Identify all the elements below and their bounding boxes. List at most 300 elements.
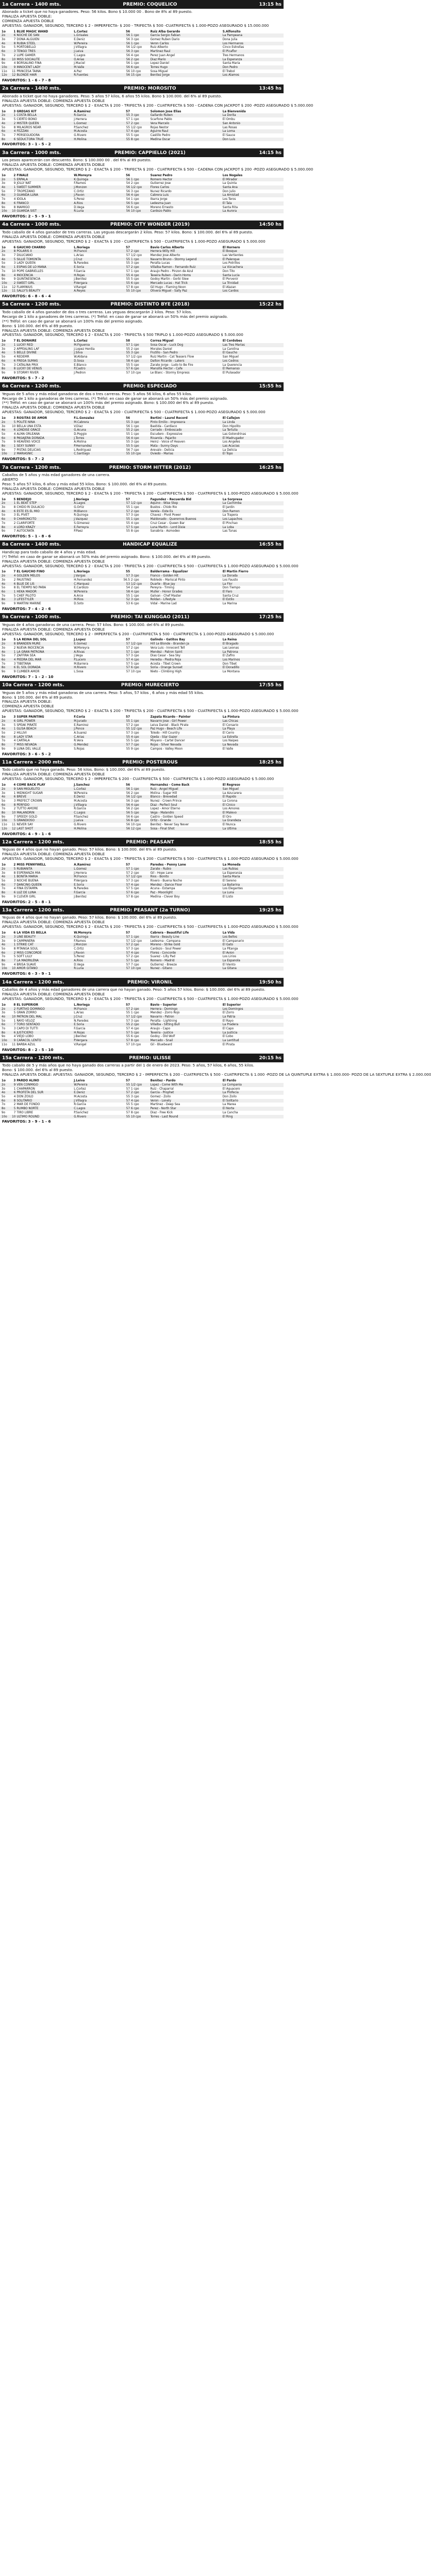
trainer-sire: Toledo - Hill Country: [150, 731, 180, 735]
stud-name: El Callejon: [222, 416, 240, 420]
stud-name: La Patrona: [222, 650, 284, 654]
finish-position: 4o: [0, 650, 10, 654]
margin: 4 cpo: [130, 436, 150, 440]
trainer-sire: Acuna - Estampa: [150, 887, 175, 891]
table-row: [0, 285, 284, 290]
table-row: [0, 269, 284, 274]
margin: 2 cpo: [130, 943, 150, 947]
saddle-number: 7: [13, 654, 16, 658]
condition-line: Yeguas de 5 años y más edad ganadoras de dos o tres carreras. Peso: 5 años 56 kilos, 6 años 55 kilos.: [2, 391, 192, 396]
condition-line: FINALIZA APUESTA DOBLE: COMIENZA APUESTA DOBLE: [2, 234, 105, 239]
margin: 7 cpo: [131, 448, 139, 452]
weight: 57: [120, 1015, 130, 1019]
margin: 15 cpo: [130, 73, 150, 77]
weight: 55: [120, 517, 130, 521]
saddle-number: 4: [10, 658, 16, 662]
stud-name: Los Elegantes: [222, 887, 243, 891]
stud-name: La Flor: [222, 582, 284, 586]
jockey-name: J.Herrera: [74, 117, 87, 122]
weight: 56: [120, 803, 130, 807]
race-time: 14:50 hs: [259, 222, 281, 228]
trainer-sire: Aquino - Wise Step: [150, 501, 222, 505]
trainer-sire: Diaz - Perfect Soul: [150, 803, 222, 807]
trainer-sire: Gil Hugo - Flaming Noon: [150, 285, 186, 289]
results-table: [0, 30, 284, 77]
weight: 53: [120, 582, 130, 586]
trainer-sire: Paredes - Penny Lane: [150, 863, 186, 867]
horse-name: LONDISE GRACE: [16, 428, 73, 432]
horse-name: PRINCESA TAINA: [16, 69, 41, 73]
table-row: [0, 339, 284, 343]
horse-name: CARTALA: [16, 739, 30, 743]
trainer-sire: Peralta Lucas: [150, 261, 170, 265]
race-number: 5a Carrera: [2, 302, 30, 308]
stud-name: La Linda: [222, 420, 284, 425]
finish-position: 5o: [2, 513, 6, 517]
finish-position: 2o: [0, 787, 10, 791]
race-number: 8a Carrera: [2, 542, 30, 548]
table-row: [0, 727, 284, 731]
finish-position: 9o: [2, 602, 6, 606]
table-row: [0, 201, 284, 206]
table-row: [0, 289, 284, 293]
jockey-name: J.Pavon: [73, 951, 120, 955]
table-row: [0, 209, 284, 213]
stud-name: Las Vertientes: [222, 253, 243, 257]
weight: 57: [126, 863, 130, 867]
jockey-name: C.Marquez: [73, 582, 120, 586]
finish-position: 8o: [0, 891, 10, 895]
horse-name: SPEAK PIRATE: [16, 723, 37, 727]
race-prize: PREMIO: ULISSE: [129, 1055, 171, 1061]
margin: 1/2 cpo: [131, 939, 142, 943]
trainer-sire: Bavio Carlos Alberto: [150, 245, 184, 249]
race-section: [0, 681, 299, 758]
trainer-sire: Blanco - Brevedad: [150, 795, 222, 799]
saddle-number: 6: [10, 719, 16, 723]
jockey-name: L.Noriega: [74, 570, 90, 574]
saddle-number: 7: [10, 1023, 16, 1027]
stud-name: Los Cardos: [222, 289, 284, 293]
margin: 6 cpo: [130, 65, 150, 70]
weight: 56: [126, 424, 130, 428]
race-heading: [2, 980, 84, 985]
stud-name: El Hornero: [222, 245, 240, 249]
table-row: [0, 363, 284, 367]
margin: [130, 416, 150, 420]
margin: 1 cpo: [130, 650, 150, 654]
stud-name: El Viento: [222, 962, 236, 967]
race-time: 13:45 hs: [259, 86, 281, 92]
jockey-name: N.Paredes: [74, 887, 89, 891]
race-distance: 1000 mts.: [35, 615, 61, 620]
stud-name: Don Tito: [222, 269, 235, 273]
saddle-number: 3: [10, 49, 16, 54]
trainer-sire: Flores Carlos: [150, 185, 222, 190]
horse-name: CIERTO BONO: [16, 117, 37, 122]
horse-name: MISS NEVADA: [16, 743, 73, 747]
table-row: [0, 747, 284, 751]
race-section: [0, 1054, 431, 1126]
horse-name: ESTE ES EL MIO: [16, 510, 73, 514]
horse-name: FINA ESTAMPA: [16, 887, 38, 891]
weight: 58: [120, 590, 130, 594]
table-row: [0, 416, 284, 420]
race-results-page: [0, 0, 431, 1126]
condition-line: FINALIZA APUESTA DOBLE: COMIENZA APUESTA DOBLE: [2, 558, 105, 564]
trainer-sire: Romero - Madrid: [150, 959, 222, 963]
horse-name: NOCHE BUENA: [16, 879, 39, 883]
finish-position: 4o: [0, 510, 10, 514]
stud-name: Los Teros: [222, 197, 236, 201]
stud-name: Los Lirios: [222, 955, 237, 959]
table-row: [0, 895, 284, 899]
stud-name: La Espanola: [222, 959, 284, 963]
trainer-sire: Soria - Orange Sunset: [150, 666, 222, 670]
finish-position: 3o: [2, 646, 6, 650]
weight: 56: [126, 815, 130, 819]
weight: 57: [126, 894, 130, 899]
results-table: [0, 570, 284, 605]
margin: 1/2 cpo: [130, 185, 150, 190]
weight: 55: [120, 719, 130, 723]
horse-name: CARACOL LENTO: [16, 1039, 73, 1043]
jockey-name: J.Torres: [73, 436, 120, 440]
margin: 1 cpo: [131, 1011, 139, 1015]
table-row: [0, 931, 284, 935]
saddle-number: 10: [12, 269, 16, 273]
weight: 56: [120, 787, 130, 791]
finish-position: 9o: [2, 747, 6, 751]
horse-name: TIBETANA: [16, 662, 31, 666]
horse-name: MILAGROS NEAR: [16, 125, 41, 129]
margin: 3 cpo: [131, 440, 139, 444]
stud-name: El Ring: [222, 1115, 284, 1119]
race-time: 18:25 hs: [259, 759, 281, 765]
horse-name: SEDUCTORA TRUE: [16, 138, 73, 142]
margin: 6 cpo: [130, 666, 150, 670]
weight: 55: [126, 125, 130, 129]
margin: 5 cpo: [131, 739, 139, 743]
saddle-number: 1: [10, 444, 16, 448]
trainer-sire: Mendez - Patron Saint: [150, 650, 222, 654]
trainer-sire: Lopez Daniel: [150, 61, 170, 65]
race-distance: 1200 mts.: [38, 1055, 64, 1061]
stud-name: El Pirata: [222, 1042, 235, 1046]
horse-name: SUPER PAINTING: [16, 715, 44, 719]
horse-name: TORO SENTADO: [16, 1023, 73, 1027]
stud-name: Las Tres Marias: [222, 343, 284, 347]
weight: 55: [120, 735, 130, 739]
margin: 1/2 cpo: [131, 45, 142, 49]
jockey-name: J.Ponce: [73, 727, 120, 731]
finish-position: 4o: [0, 795, 10, 799]
jockey-name: E.Soria: [73, 265, 120, 269]
race-header: [0, 540, 284, 549]
table-row: [0, 642, 284, 646]
race-number: 14a Carrera: [2, 979, 33, 985]
margin: 6 cpo: [130, 891, 150, 895]
table-row: [0, 367, 284, 371]
horse-name: GRANDIOSO: [16, 819, 73, 823]
margin: 8 cpo: [130, 138, 150, 142]
favorites-line: [0, 375, 284, 382]
finish-position: 2o: [0, 719, 10, 723]
margin: 2 cpo: [131, 646, 139, 650]
condition-line: FINALIZA APUESTA DOBLE: COMIENZA APUESTA DOBLE: [2, 162, 105, 167]
saddle-number: 1: [10, 265, 16, 269]
weight: 56: [126, 53, 130, 57]
stud-name: El Lobo: [222, 1035, 234, 1039]
saddle-number: 8: [10, 42, 16, 46]
race-conditions: [0, 1062, 431, 1079]
table-row: [0, 879, 284, 883]
condition-line: Yeguas de 4 años ganadoras de una carrera. Peso: 57 kilos. Bono: $ 100.000. del 6% al 89 puesto.: [2, 622, 185, 627]
stud-name: Dona Julia: [222, 38, 238, 42]
favorites: FAVORITOS: 4 - 9 - 1 - 6: [2, 831, 51, 836]
race-header: [0, 978, 284, 987]
margin: 2 cpo: [130, 58, 150, 62]
stud-name: La Grandeza: [222, 819, 284, 823]
separator: -: [32, 979, 38, 985]
stud-name: Don Ramon: [222, 510, 284, 514]
stud-name: Los Fausto: [222, 578, 238, 582]
horse-name: SALLY'S BEAUTY: [16, 289, 73, 293]
jockey-name: P.Hernandez: [73, 444, 120, 448]
race-conditions: [0, 93, 313, 110]
margin: 2 cpo: [131, 871, 139, 875]
finish-position: 1o: [2, 715, 6, 719]
stud-name: La Moneda: [222, 863, 241, 867]
trainer-sire: Scarfone Pablo: [150, 117, 172, 122]
trainer-sire: Cardozo Pablo: [150, 209, 222, 213]
margin: 8 cpo: [131, 529, 139, 533]
separator: -: [29, 542, 35, 548]
favorites: FAVORITOS: 3 - 6 - 5 - 2: [2, 751, 51, 756]
saddle-number: 6: [10, 428, 16, 432]
margin: 1 cpo: [131, 117, 139, 122]
weight: 56: [120, 819, 130, 823]
table-row: [0, 875, 284, 879]
race-prize: PREMIO: MOROSITO: [124, 86, 176, 92]
margin: 8 cpo: [130, 819, 150, 823]
saddle-number: 2: [10, 281, 16, 285]
table-row: [0, 265, 284, 269]
margin: 1/2 cpo: [130, 642, 150, 646]
race-number: 2a Carrera: [2, 86, 30, 92]
finish-position: 4o: [0, 1015, 10, 1019]
jockey-name: G.Acuna: [73, 428, 120, 432]
finish-position: 10o: [0, 967, 10, 971]
weight: 57: [126, 497, 130, 501]
margin: 8 cpo: [130, 1039, 150, 1043]
jockey-name: R.Luna: [73, 967, 120, 971]
condition-line: ABIERTO: [2, 477, 19, 482]
stud-name: El Cerro: [222, 731, 235, 735]
finish-position: 10o: [0, 452, 10, 456]
stud-name: La Marina: [222, 602, 237, 606]
horse-name: BORSALINO FINA: [16, 61, 42, 65]
table-row: [0, 963, 284, 967]
margin: 2 cpo: [131, 791, 139, 795]
trainer-sire: Vega - Malandro: [150, 811, 222, 815]
saddle-number: 3: [13, 715, 16, 719]
table-row: [0, 510, 284, 514]
weight: 55: [120, 444, 130, 448]
stud-name: Los Alamos: [222, 73, 284, 77]
race-prize: PREMIO: DISTINTO BYE (2018): [110, 302, 190, 308]
stud-name: Don Luis: [222, 138, 284, 142]
finish-position: 1o: [2, 173, 6, 177]
trainer-sire: Garcia Sergio Fabian: [150, 33, 222, 38]
finish-position: 6o: [0, 129, 10, 133]
finish-position: 6o: [0, 49, 10, 54]
finish-position: 6o: [0, 517, 10, 521]
horse-name: SOLITARIO: [16, 1099, 73, 1103]
jockey-name: W.Pereira: [73, 590, 120, 594]
horse-name: LA REINA DEL SOL: [16, 638, 47, 642]
condition-line: (**) Tréfol: en caso de ganar se abonará un 100% más del premio asignado.: [2, 318, 143, 324]
jockey-name: P.Paez: [74, 529, 83, 533]
race-distance: 1000 mts.: [35, 222, 61, 228]
jockey-name: N.Paredes: [74, 261, 89, 265]
condition-line: FINALIZA APUESTA DOBLE:: [2, 13, 52, 19]
jockey-name: E.Blanco: [74, 363, 87, 367]
saddle-number: 10: [10, 58, 16, 62]
weight: 57: [126, 955, 130, 959]
saddle-number: 2: [13, 347, 16, 351]
table-row: [0, 1023, 284, 1027]
margin: 1/2 cpo: [130, 1083, 150, 1087]
table-row: [0, 967, 284, 971]
horse-name: LUPE GAMER: [16, 53, 36, 57]
race-number: 9a Carrera: [2, 615, 30, 620]
saddle-number: 4: [13, 1035, 16, 1039]
jockey-name: M.Rios: [73, 598, 120, 602]
jockey-name: P.Sanchez: [74, 125, 89, 129]
saddle-number: 8: [10, 803, 16, 807]
race-time: 13:15 hs: [259, 2, 281, 7]
horse-name: ZAFFIRA SEA: [16, 654, 36, 658]
stud-name: El Palenque: [222, 258, 284, 262]
margin: 1 cpo: [131, 61, 139, 65]
margin: 5 cpo: [130, 811, 150, 815]
horse-name: BLONDE HAIR: [16, 73, 73, 77]
race-time: 18:55 hs: [259, 839, 281, 845]
weight: 55: [120, 1083, 130, 1087]
race-conditions: [0, 472, 299, 498]
weight: 56: [126, 45, 130, 49]
jockey-name: J.Vega: [74, 654, 83, 658]
weight: 56: [120, 185, 130, 190]
weight: 55: [120, 1023, 130, 1027]
table-row: [0, 129, 284, 133]
finish-position: 8o: [0, 367, 10, 371]
finish-position: 8o: [0, 811, 10, 815]
finish-position: 8o: [0, 526, 10, 530]
stud-name: La Gitana: [222, 967, 284, 971]
saddle-number: 4: [13, 355, 16, 359]
stud-name: La Cancha: [222, 1110, 238, 1114]
weight: 55: [120, 428, 130, 432]
weight: 57: [120, 501, 130, 505]
weight: 55: [126, 1103, 130, 1107]
saddle-number: 3: [10, 598, 16, 602]
margin: 1/2 cpo: [130, 582, 150, 586]
margin: 4 cpo: [130, 883, 150, 887]
horse-name: SILLIE TOMONTA: [16, 258, 73, 262]
margin: 7 cpo: [131, 962, 139, 967]
favorites: FAVORITOS: 5 - 7 - 2: [2, 375, 44, 380]
condition-line: APUESTAS: GANADOR, SEGUNDO, TERCERO $ 2 - EXACTA $ 200 - TRIFECTA $ 500 TRIPLO $ 1.000-POZO ASEGURADO $ 5.000.000: [2, 332, 243, 337]
finish-position: 2o: [0, 1083, 10, 1087]
table-row: [0, 815, 284, 819]
trainer-sire: Ibarra - Beauty Line: [150, 935, 222, 939]
table-row: [0, 719, 284, 723]
horse-name: CHEF PILOTO: [16, 594, 36, 598]
margin: 4 cpo: [130, 193, 150, 197]
table-row: [0, 1095, 284, 1099]
stud-name: Don Pedro: [222, 65, 284, 70]
separator: -: [29, 302, 35, 308]
race-time: 17:55 hs: [259, 683, 281, 688]
horse-name: MISS PENNYWELL: [16, 863, 46, 867]
race-section: [0, 613, 284, 681]
horse-name: NEVER SAY: [16, 823, 33, 827]
horse-name: PARDO ALINO: [16, 1079, 39, 1083]
jockey-name: W.Pereira: [74, 791, 88, 795]
jockey-name: L.Cortez: [74, 1087, 86, 1091]
horse-name: ALMA ORLEANA: [16, 432, 40, 436]
horse-name: TROPEZANO: [16, 189, 35, 193]
finish-position: 4o: [0, 42, 10, 46]
weight: 53: [126, 602, 130, 606]
stud-name: La Patria: [222, 1015, 284, 1019]
weight: 55: [120, 281, 130, 285]
stud-name: El Pulseador: [222, 371, 241, 375]
race-number: 12a Carrera: [2, 839, 33, 845]
stud-name: La Tertulia: [222, 428, 284, 432]
horse-name: INAMIGO: [16, 205, 30, 209]
jockey-name: R.Garcia: [74, 1103, 86, 1107]
favorites: FAVORITOS: 3 - 9 - 1 - 6: [2, 1119, 51, 1124]
trainer-sire: Mendez - Zorro Rojo: [150, 1011, 180, 1015]
condition-line: APUESTAS: GANADOR, SEGUNDO, TERCERO $ 2 - IMPERFECTA $ 200 - CUATRIFECTA $ 500 - CUATRIFECTA $ 1.000-POZO ASEGURADO $ 5.000.000: [2, 776, 274, 782]
trainer-sire: Zarate Jorge - Ludo to Be Fire: [150, 363, 193, 367]
race-prize: PREMIO: VIRONIL: [127, 979, 173, 985]
saddle-number: 6: [10, 359, 16, 363]
saddle-number: 10: [12, 424, 16, 428]
jockey-name: L.Cortez: [73, 787, 120, 791]
condition-line: Bono: $ 100.000. del 6% al 89 puesto.: [2, 694, 73, 700]
margin: 1 cpo: [130, 867, 150, 871]
weight: 57: [126, 1027, 130, 1031]
horse-name: MAR DE FONDO: [16, 1103, 40, 1107]
horse-name: INOCENCIA: [16, 274, 73, 278]
finish-position: 5o: [2, 586, 6, 590]
margin: 8 cpo: [131, 894, 139, 899]
jockey-name: M.Barrera: [74, 662, 88, 666]
margin: 5 cpo: [130, 1031, 150, 1035]
finish-position: 1o: [2, 497, 6, 501]
race-section: [0, 540, 299, 613]
jockey-name: W.Moreyra: [74, 931, 92, 935]
table-row: [0, 359, 284, 363]
finish-position: 1o: [2, 416, 6, 420]
horse-name: GRAN ZORRO: [16, 1011, 37, 1015]
jockey-name: K.Quiroga: [73, 178, 120, 182]
trainer-sire: Mercado - Snail: [150, 1039, 222, 1043]
